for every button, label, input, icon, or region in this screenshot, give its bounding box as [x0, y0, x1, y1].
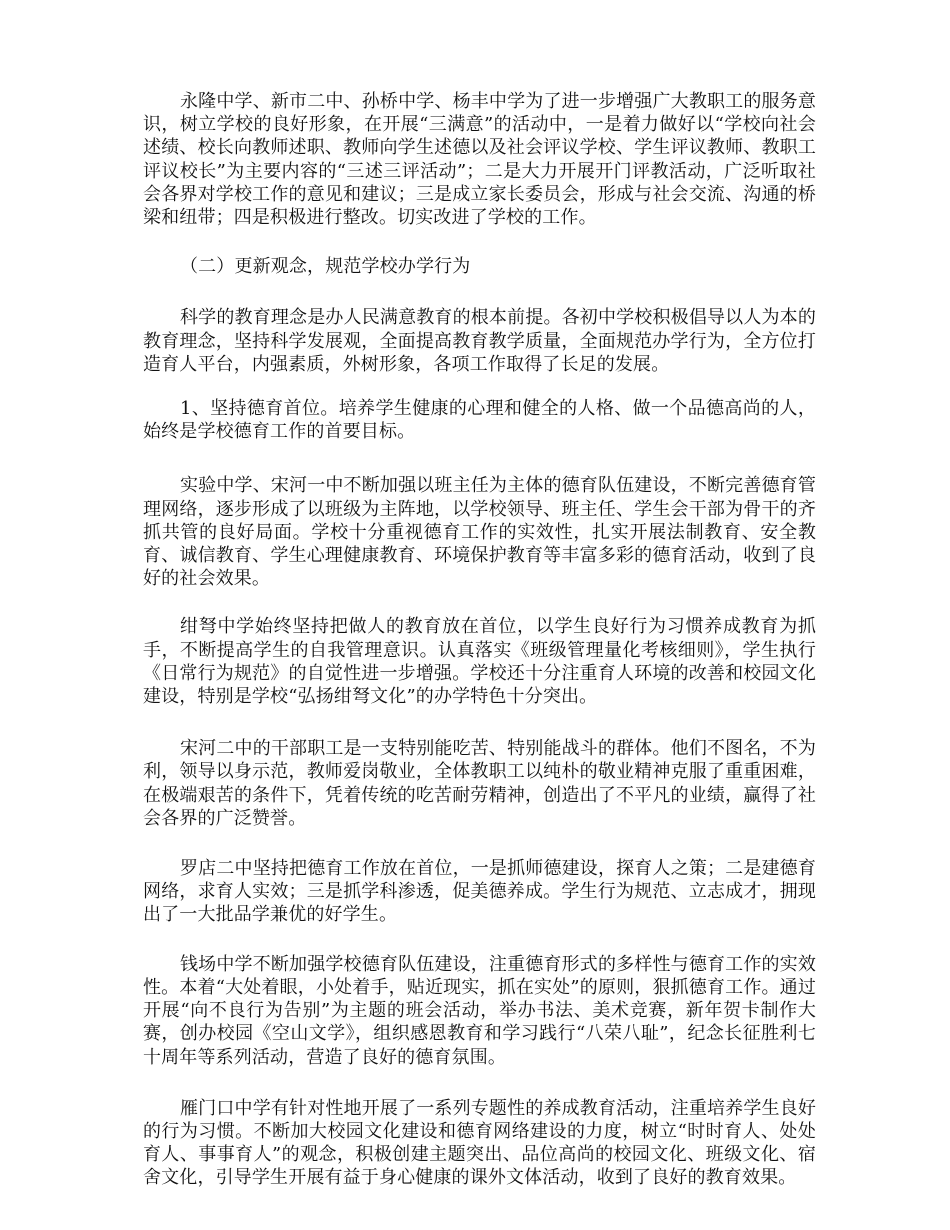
- paragraph-qianchang: 钱场中学不断加强学校德育队伍建设，注重德育形式的多样性与德育工作的实效性。本着“大处着眼，小处着手，贴近现实，抓在实处”的原则，狠抓德育工作。通过开展“向不良行为告别”为主题的班会活动，举办书法、美术竞赛，新年贺卡制作大赛，创办校园《空山文学》，组织感恩教育和学习践行“八荣八耻”，纪念长征胜利七十周年等系列活动，营造了良好的德育氛围。: [143, 953, 816, 1068]
- paragraph-shiyan-songhe: 实验中学、宋河一中不断加强以班主任为主体的德育队伍建设，不断完善德育管理网络，逐步形成了以班级为主阵地，以学校领导、班主任、学生会干部为骨干的齐抓共管的良好局面。学校十分重视德育工作的实效性，扎实开展法制教育、安全教育、诚信教育、学生心理健康教育、环境保护教育等丰富多彩的德育活动，收到了良好的社会效果。: [143, 475, 816, 590]
- paragraph-moral-education-first: 1、坚持德育首位。培养学生健康的心理和健全的人格、做一个品德高尚的人，始终是学校德育工作的首要目标。: [143, 398, 816, 443]
- paragraph-education-concept: 科学的教育理念是办人民满意教育的根本前提。各初中学校积极倡导以人为本的教育理念，坚持科学发展观，全面提高教育教学质量，全面规范办学行为，全方位打造育人平台，内强素质，外树形象，各项工作取得了长足的发展。: [143, 307, 816, 375]
- paragraph-songhe-erzhong: 宋河二中的干部职工是一支特别能吃苦、特别能战斗的群体。他们不图名，不为利，领导以身示范，教师爱岗敬业，全体教职工以纯朴的敬业精神克服了重重困难，在极端艰苦的条件下，凭着传统的吃苦耐劳精神，创造出了不平凡的业绩，赢得了社会各界的广泛赞誉。: [143, 738, 816, 829]
- paragraph-luodian-erzhong: 罗店二中坚持把德育工作放在首位，一是抓师德建设，探育人之策；二是建德育网络，求育人实效；三是抓学科渗透，促美德养成。学生行为规范、立志成才，拥现出了一大批品学兼优的好学生。: [143, 858, 816, 926]
- paragraph-yanmenkou: 雁门口中学有针对性地开展了一系列专题性的养成教育活动，注重培养学生良好的行为习惯。不断加大校园文化建设和德育网络建设的力度，树立“时时育人、处处育人、事事育人”的观念，积极创建主题突出、品位高尚的校园文化、班级文化、宿舍文化，引导学生开展有益于身心健康的课外文体活动，收到了良好的教育效果。: [143, 1097, 816, 1189]
- paragraph-ganu: 绀弩中学始终坚持把做人的教育放在首位，以学生良好行为习惯养成教育为抓手，不断提高学生的自我管理意识。认真落实《班级管理量化考核细则》，学生执行《日常行为规范》的自觉性进一步增强。学校还十分注重育人环境的改善和校园文化建设，特别是学校“弘扬绀弩文化”的办学特色十分突出。: [143, 616, 816, 708]
- paragraph-service-awareness: 永隆中学、新市二中、孙桥中学、杨丰中学为了进一步增强广大教职工的服务意识，树立学校的良好形象，在开展“三满意”的活动中，一是着力做好以“学校向社会述绩、校长向教师述职、教师向学生述德以及社会评议学校、学生评议教师、教职工评议校长”为主要内容的“三述三评活动”；二是大力开展开门评教活动，广泛听取社会各界对学校工作的意见和建议；三是成立家长委员会，形成与社会交流、沟通的桥梁和纽带；四是积极进行整改。切实改进了学校的工作。: [143, 91, 816, 229]
- section-heading: （二）更新观念，规范学校办学行为: [180, 256, 471, 278]
